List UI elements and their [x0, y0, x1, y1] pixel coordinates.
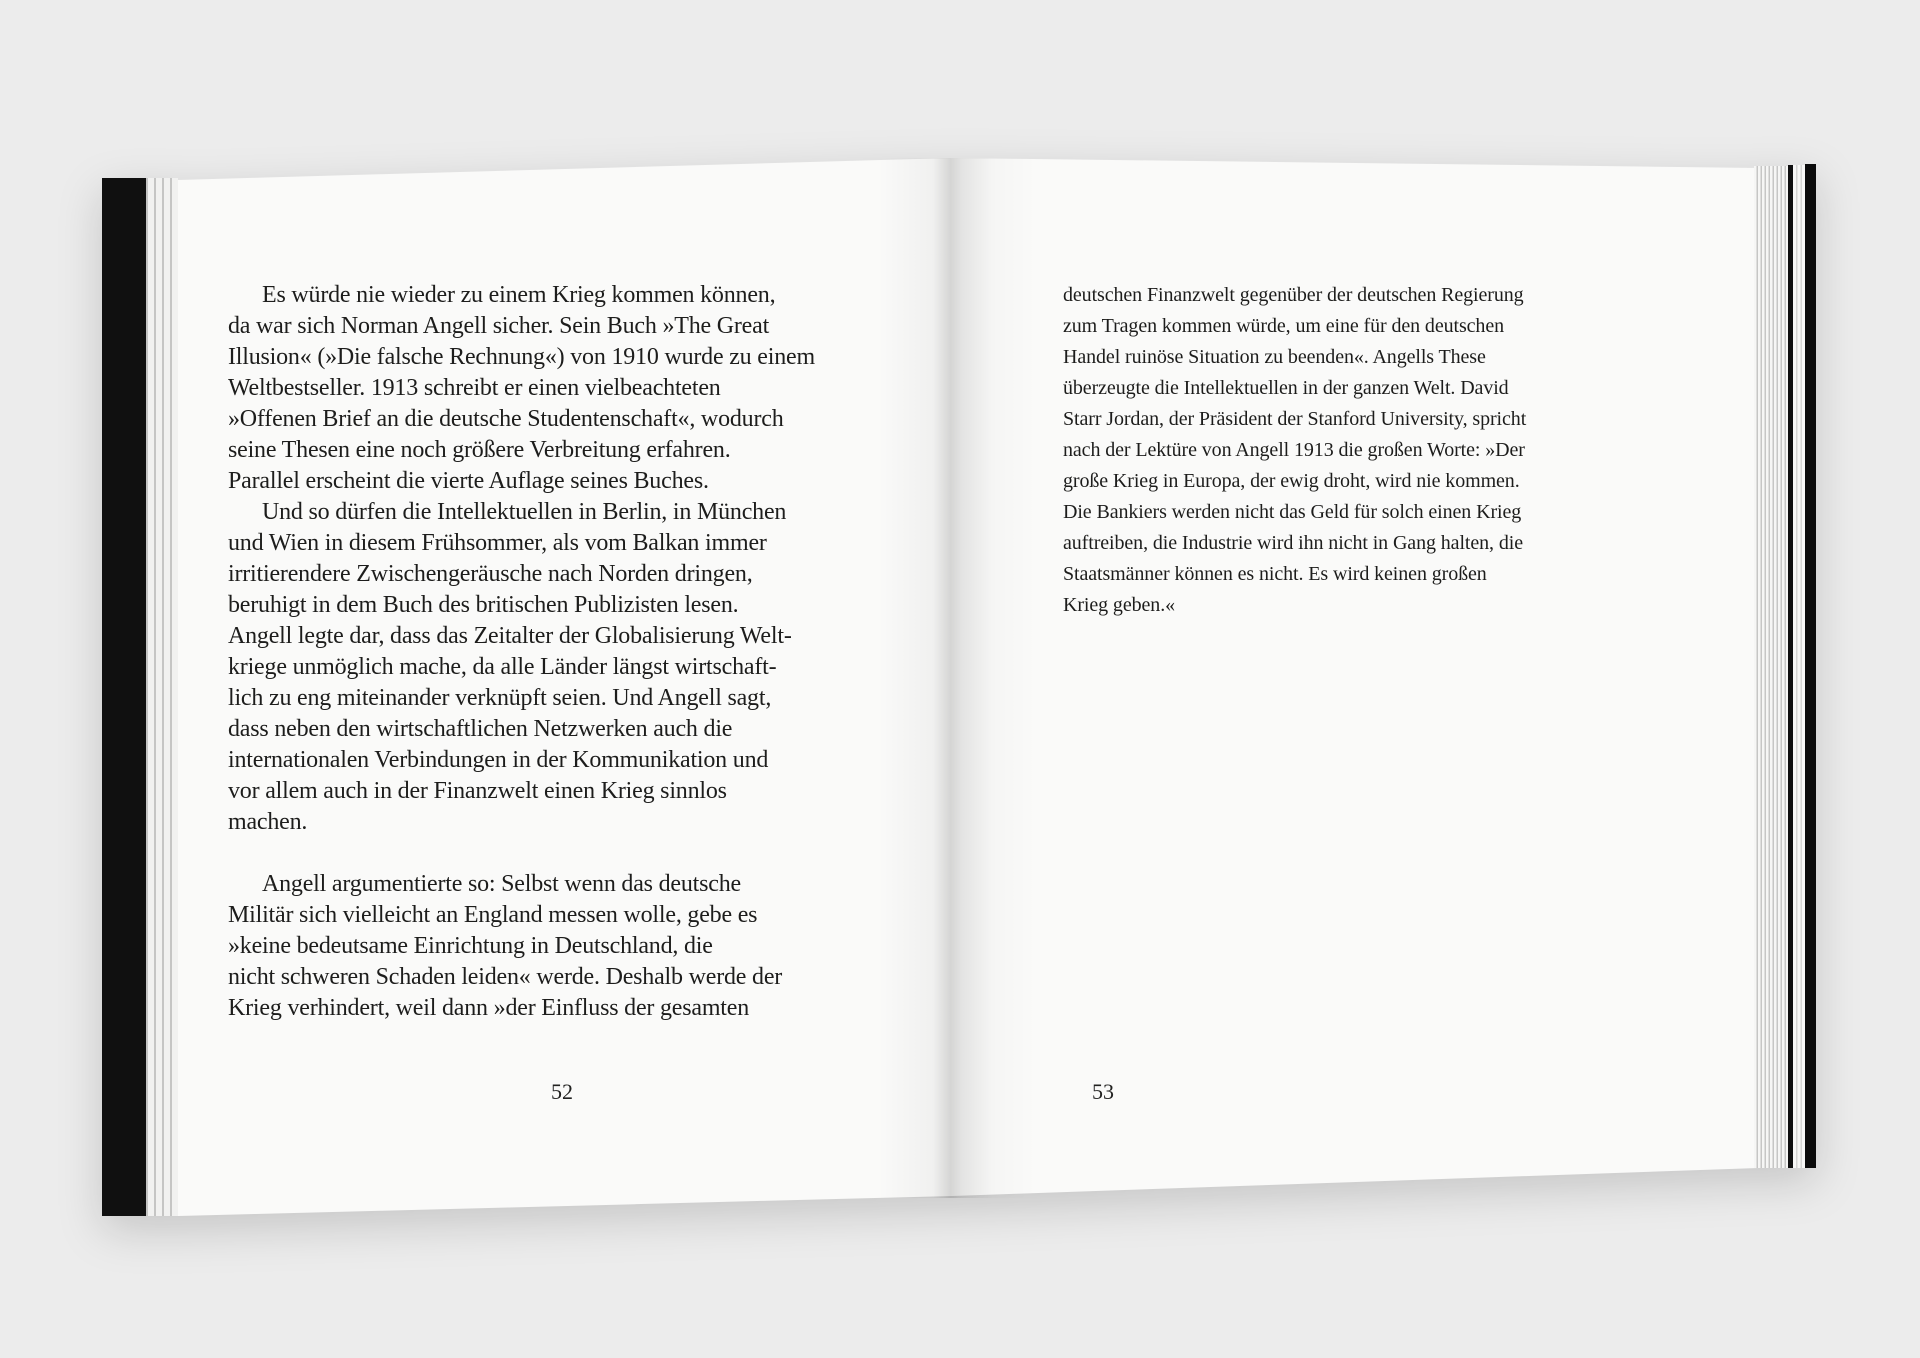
- open-book: [102, 150, 1816, 1216]
- right-page-text-column: [1063, 280, 1638, 621]
- page-stack-fore-edge-right-outer: [1793, 165, 1805, 1168]
- text-line: da war sich Norman Angell sicher. Sein Buch »The Great: [228, 313, 770, 339]
- paragraph: [228, 497, 876, 838]
- text-line: irritierendere Zwischengeräusche nach Norden dringen,: [228, 561, 753, 587]
- text-line: Parallel erscheint die vierte Auflage seines Buches.: [228, 468, 709, 494]
- text-line: nach der Lektüre von Angell 1913 die großen Worte: »Der: [1063, 439, 1525, 461]
- text-line: »keine bedeutsame Einrichtung in Deutschland, die: [228, 933, 713, 959]
- paragraph: [1063, 280, 1638, 621]
- text-line: Starr Jordan, der Präsident der Stanford University, spricht: [1063, 408, 1527, 430]
- left-page-text-column: [228, 280, 876, 1024]
- text-line: und Wien in diesem Frühsommer, als vom Balkan immer: [228, 530, 767, 556]
- text-line: Und so dürfen die Intellektuellen in Berlin, in München: [262, 499, 787, 525]
- text-line: Weltbestseller. 1913 schreibt er einen vielbeachteten: [228, 375, 721, 401]
- text-line: Es würde nie wieder zu einem Krieg kommen können,: [262, 282, 776, 308]
- text-line: überzeugte die Intellektuellen in der ganzen Welt. David: [1063, 377, 1509, 399]
- text-line: kriege unmöglich mache, da alle Länder längst wirtschaft-: [228, 654, 777, 680]
- page-number-left: 52: [551, 1079, 573, 1104]
- text-line: auftreiben, die Industrie wird ihn nicht in Gang halten, die: [1063, 532, 1523, 554]
- page-stack-fore-edge-right: [1754, 166, 1788, 1168]
- paragraph: [228, 280, 876, 497]
- text-line: Handel ruinöse Situation zu beenden«. Angells These: [1063, 346, 1486, 368]
- text-line: dass neben den wirtschaftlichen Netzwerken auch die: [228, 716, 733, 742]
- text-line: vor allem auch in der Finanzwelt einen Krieg sinnlos: [228, 778, 727, 804]
- paragraph: [228, 869, 876, 1024]
- text-line: internationalen Verbindungen in der Kommunikation und: [228, 747, 769, 773]
- page-stack-fore-edge-left: [146, 178, 178, 1216]
- text-line: Angell argumentierte so: Selbst wenn das deutsche: [262, 871, 741, 897]
- text-line: machen.: [228, 809, 308, 835]
- text-line: Angell legte dar, dass das Zeitalter der Globalisierung Welt-: [228, 623, 792, 649]
- book-cover-right-edge: [1805, 164, 1816, 1168]
- text-line: Krieg verhindert, weil dann »der Einfluss der gesamten: [228, 995, 750, 1021]
- text-line: Krieg geben.«: [1063, 594, 1175, 616]
- text-line: nicht schweren Schaden leiden« werde. Deshalb werde der: [228, 964, 783, 990]
- text-line: zum Tragen kommen würde, um eine für den deutschen: [1063, 315, 1505, 337]
- text-line: »Offenen Brief an die deutsche Studentenschaft«, wodurch: [228, 406, 784, 432]
- text-line: lich zu eng miteinander verknüpft seien. Und Angell sagt,: [228, 685, 772, 711]
- text-line: seine Thesen eine noch größere Verbreitung erfahren.: [228, 437, 731, 463]
- text-line: deutschen Finanzwelt gegenüber der deutschen Regierung: [1063, 284, 1524, 306]
- text-line: Staatsmänner können es nicht. Es wird keinen großen: [1063, 563, 1487, 585]
- book-cover-left-edge: [102, 178, 146, 1216]
- text-line: beruhigt in dem Buch des britischen Publizisten lesen.: [228, 592, 739, 618]
- text-line: große Krieg in Europa, der ewig droht, wird nie kommen.: [1063, 470, 1520, 492]
- text-line: Illusion« (»Die falsche Rechnung«) von 1910 wurde zu einem: [228, 344, 815, 370]
- text-line: Militär sich vielleicht an England messen wolle, gebe es: [228, 902, 758, 928]
- text-line: Die Bankiers werden nicht das Geld für solch einen Krieg: [1063, 501, 1522, 523]
- page-number-right: 53: [1092, 1079, 1114, 1104]
